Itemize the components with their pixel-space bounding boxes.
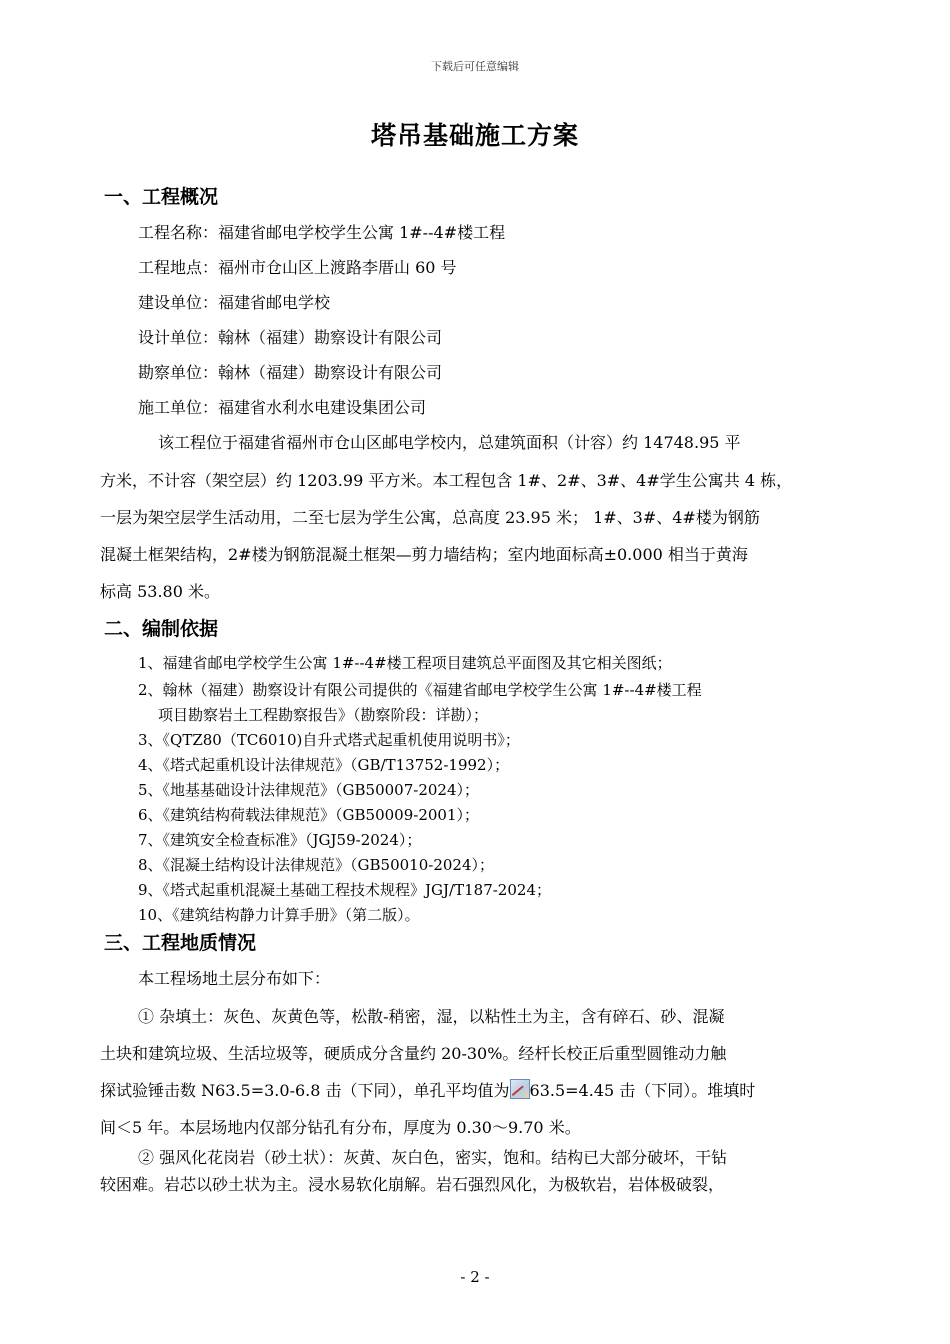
geology-intro: 本工程场地土层分布如下：	[138, 969, 331, 988]
basis-item: 9、《塔式起重机混凝土基础工程技术规程》JGJ/T187-2024；	[138, 881, 551, 899]
layer1-line: 间＜5 年。本层场地内仅部分钻孔有分布，厚度为 0.30～9.70 米。	[100, 1118, 581, 1137]
overview-desc-line: 一层为架空层学生活动用，二至七层为学生公寓，总高度 23.95 米； 1#、3#、4#楼为钢筋	[100, 508, 760, 527]
layer1-line: 土块和建筑垃圾、生活垃圾等，硬质成分含量约 20-30%。经杆长校正后重型圆锥动力触	[100, 1044, 727, 1063]
layer2-line: ② 强风化花岗岩（砂土状）：灰黄、灰白色，密实，饱和。结构已大部分破坏，干钻	[138, 1148, 728, 1167]
broken-image-icon	[510, 1079, 530, 1099]
overview-desc-line: 混凝土框架结构，2#楼为钢筋混凝土框架—剪力墙结构；室内地面标高±0.000 相当于黄海	[100, 545, 748, 564]
section-heading-overview: 一、工程概况	[104, 186, 219, 208]
page-title: 塔吊基础施工方案	[370, 121, 579, 150]
basis-item: 8、《混凝土结构设计法律规范》（GB50010-2024）；	[138, 856, 495, 874]
basis-item: 10、《建筑结构静力计算手册》（第二版）。	[138, 906, 420, 924]
overview-desc-line: 该工程位于福建省福州市仓山区邮电学校内，总建筑面积（计容）约 14748.95 平	[158, 433, 741, 452]
layer1-line: ① 杂填土：灰色、灰黄色等，松散-稍密，湿，以粘性土为主，含有碎石、砂、混凝	[138, 1007, 725, 1026]
field-surveyor: 勘察单位：翰林（福建）勘察设计有限公司	[138, 363, 443, 382]
basis-item: 5、《地基基础设计法律规范》（GB50007-2024）；	[138, 781, 480, 799]
layer1-line	[100, 1078, 755, 1101]
header-note: 下载后可任意编辑	[431, 60, 519, 73]
basis-item: 4、《塔式起重机设计法律规范》（GB/T13752-1992）；	[138, 756, 510, 774]
basis-item: 3、《QTZ80（TC6010)自升式塔式起重机使用说明书》；	[138, 731, 520, 749]
page-number: - 2 -	[460, 1268, 490, 1286]
field-contractor: 施工单位：福建省水利水电建设集团公司	[138, 398, 427, 417]
section-heading-basis: 二、编制依据	[104, 618, 219, 640]
basis-item: 2、翰林（福建）勘察设计有限公司提供的《福建省邮电学校学生公寓 1#--4#楼工程	[138, 681, 702, 699]
field-owner: 建设单位：福建省邮电学校	[138, 293, 331, 312]
basis-item: 1、福建省邮电学校学生公寓 1#--4#楼工程项目建筑总平面图及其它相关图纸；	[138, 654, 672, 672]
section-heading-geology: 三、工程地质情况	[104, 932, 257, 954]
field-project-name: 工程名称：福建省邮电学校学生公寓 1#--4#楼工程	[138, 223, 506, 242]
field-project-location: 工程地点：福州市仓山区上渡路李厝山 60 号	[138, 258, 457, 277]
basis-item: 7、《建筑安全检查标准》（JGJ59-2024）；	[138, 831, 422, 849]
overview-desc-line: 标高 53.80 米。	[100, 582, 220, 601]
basis-item-continued: 项目勘察岩土工程勘察报告》（勘察阶段：详勘）；	[158, 706, 489, 724]
layer1-text-part-b: 63.5=4.45 击（下同）。堆填时	[529, 1081, 756, 1100]
basis-item: 6、《建筑结构荷载法律规范》（GB50009-2001）；	[138, 806, 480, 824]
layer1-text-part-a: 探试验锤击数 N63.5=3.0-6.8 击（下同），单孔平均值为	[100, 1081, 510, 1100]
layer2-line: 较困难。岩芯以砂土状为主。浸水易软化崩解。岩石强烈风化，为极软岩，岩体极破裂，	[100, 1175, 725, 1194]
field-designer: 设计单位：翰林（福建）勘察设计有限公司	[138, 328, 443, 347]
overview-desc-line: 方米，不计容（架空层）约 1203.99 平方米。本工程包含 1#、2#、3#、4#学生公寓共 4 栋，	[100, 471, 793, 490]
